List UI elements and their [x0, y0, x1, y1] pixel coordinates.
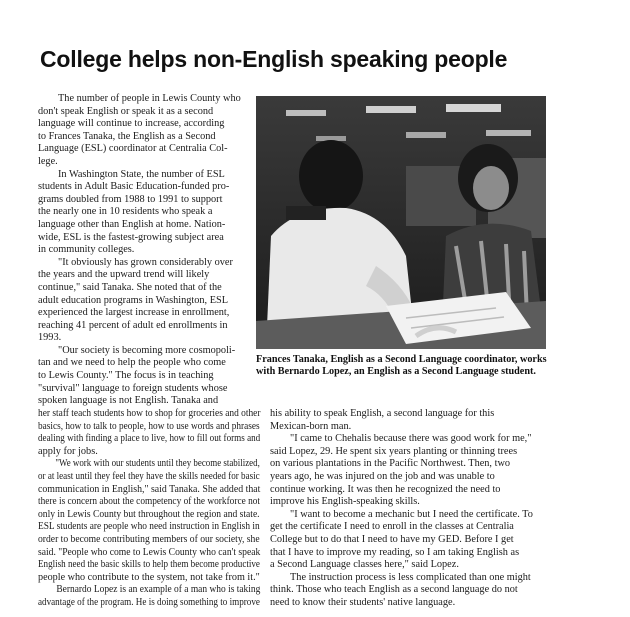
body-text-line: need to know their students' native language. — [270, 596, 456, 608]
body-text-line: said. "People who come to Lewis County who can't speak — [38, 546, 261, 558]
body-text-line: ESL students are people who need instruction in English in — [38, 521, 260, 533]
body-text-line: students in Adult Basic Education-funded pro- — [38, 181, 230, 193]
body-text-line: get the certificate I need to enroll in the classes at Centralia — [270, 521, 514, 533]
article-column-left — [38, 93, 244, 408]
body-text-line: adult education programs in Washington, ESL — [38, 294, 229, 306]
body-text-line: think. Those who teach English as a second language do not — [270, 584, 518, 596]
body-text-line: her staff teach students how to shop for groceries and other — [38, 408, 261, 419]
photo-caption — [256, 354, 556, 379]
body-text-line: wide, ESL is the fastest-growing subject area — [38, 231, 224, 243]
article-photo — [256, 96, 546, 349]
body-text-line: improve his English-speaking skills. — [270, 496, 420, 508]
body-text-line: the years and the upward trend will likely — [38, 269, 210, 281]
body-text-line: only in Lewis County but throughout the region and state. — [38, 508, 260, 520]
body-text-line: In Washington State, the number of ESL — [58, 168, 225, 180]
body-text-line: "It obviously has grown considerably over — [58, 256, 233, 268]
body-text-line: to Lewis County." The focus is in teaching — [38, 370, 214, 382]
body-text-line: English need the basic skills to help them become productive — [38, 559, 260, 571]
body-text-line: on various plantations in the Pacific Northwest. Then, two — [270, 458, 511, 470]
body-text-line: apply for jobs. — [38, 445, 98, 457]
article-column-right — [270, 408, 570, 610]
body-text-line: to Frances Tanaka, the English as a Second — [38, 130, 216, 142]
body-text-line: experienced the largest increase in enrollment, — [38, 307, 230, 319]
photo-illustration — [256, 96, 546, 349]
body-text-line: College but to do that I need to have my GED. Before I get — [270, 533, 514, 545]
body-text-line: don't speak English or speak it as a second — [38, 105, 214, 117]
body-text-line: "Our society is becoming more cosmopoli- — [58, 344, 236, 356]
article-column-bottom-left — [38, 408, 260, 610]
body-text-line: The number of people in Lewis County who — [58, 93, 241, 104]
body-text-line: said Lopez, 29. He spent six years planting or thinning trees — [270, 445, 518, 457]
body-text-line: "survival" language to foreign students whose — [38, 382, 228, 394]
body-text-line: that I have to improve my reading, so I am taking English as — [270, 546, 520, 558]
body-text-line: grams doubled from 1988 to 1991 to support — [38, 193, 223, 205]
body-text-line: language will continue to increase, according — [38, 118, 225, 130]
body-text-line: "I came to Chehalis because there was good work for me," — [290, 433, 532, 445]
body-text-line: dealing with finding a place to live, how to fill out forms and — [38, 433, 261, 445]
body-text-line: basics, how to talk to people, how to use words and phrases — [38, 420, 260, 432]
body-text-line: tan and we need to help the people who come — [38, 357, 226, 369]
body-text-line: advantage of the program. He is doing something to improve — [38, 596, 260, 608]
body-text-line: lege. — [38, 155, 58, 167]
body-text-line: 1993. — [38, 332, 62, 344]
body-text-line: The instruction process is less complicated than one might — [290, 571, 531, 583]
body-text-line: reaching 41 percent of adult ed enrollments in — [38, 319, 228, 331]
body-text-line: "We work with our students until they become stabilized, — [55, 458, 260, 470]
headline: College helps non-English speaking people — [40, 46, 508, 72]
body-text-line: continue working. It was then he recognized the need to — [270, 483, 501, 495]
caption-line: Frances Tanaka, English as a Second Language coordinator, works — [256, 354, 547, 365]
body-text-line: Mexican-born man. — [270, 420, 352, 432]
body-text-line: his ability to speak English, a second language for this — [270, 408, 495, 419]
body-text-line: a Second Language classes here," said Lopez. — [270, 559, 459, 571]
body-text-line: the nearly one in 10 residents who speak a — [38, 206, 213, 218]
body-text-line: people who contribute to the system, not take from it." — [38, 571, 260, 583]
body-text-line: Language (ESL) coordinator at Centralia Col- — [38, 143, 228, 155]
body-text-line: "I want to become a mechanic but I need the certificate. To — [290, 508, 533, 520]
caption-line: with Bernardo Lopez, an English as a Second Language student. — [256, 366, 536, 378]
body-text-line: order to become contributing members of our society, she — [38, 533, 260, 545]
body-text-line: there is concern about the competency of the workforce not — [38, 496, 260, 508]
body-text-line: language other than English at home. Nation- — [38, 218, 226, 230]
body-text-line: in community colleges. — [38, 244, 135, 256]
body-text-line: communication in English," said Tanaka. She added that — [38, 483, 261, 495]
body-text-line: Bernardo Lopez is an example of a man who is taking — [56, 584, 261, 596]
body-text-line: or at least until they feel they have the skills needed for basic — [38, 470, 260, 482]
body-text-line: spoken language is not English. Tanaka and — [38, 395, 219, 407]
body-text-line: years ago, he was injured on the job and was unable to — [270, 470, 495, 482]
body-text-line: continue," said Tanaka. She noted that of the — [38, 281, 222, 293]
